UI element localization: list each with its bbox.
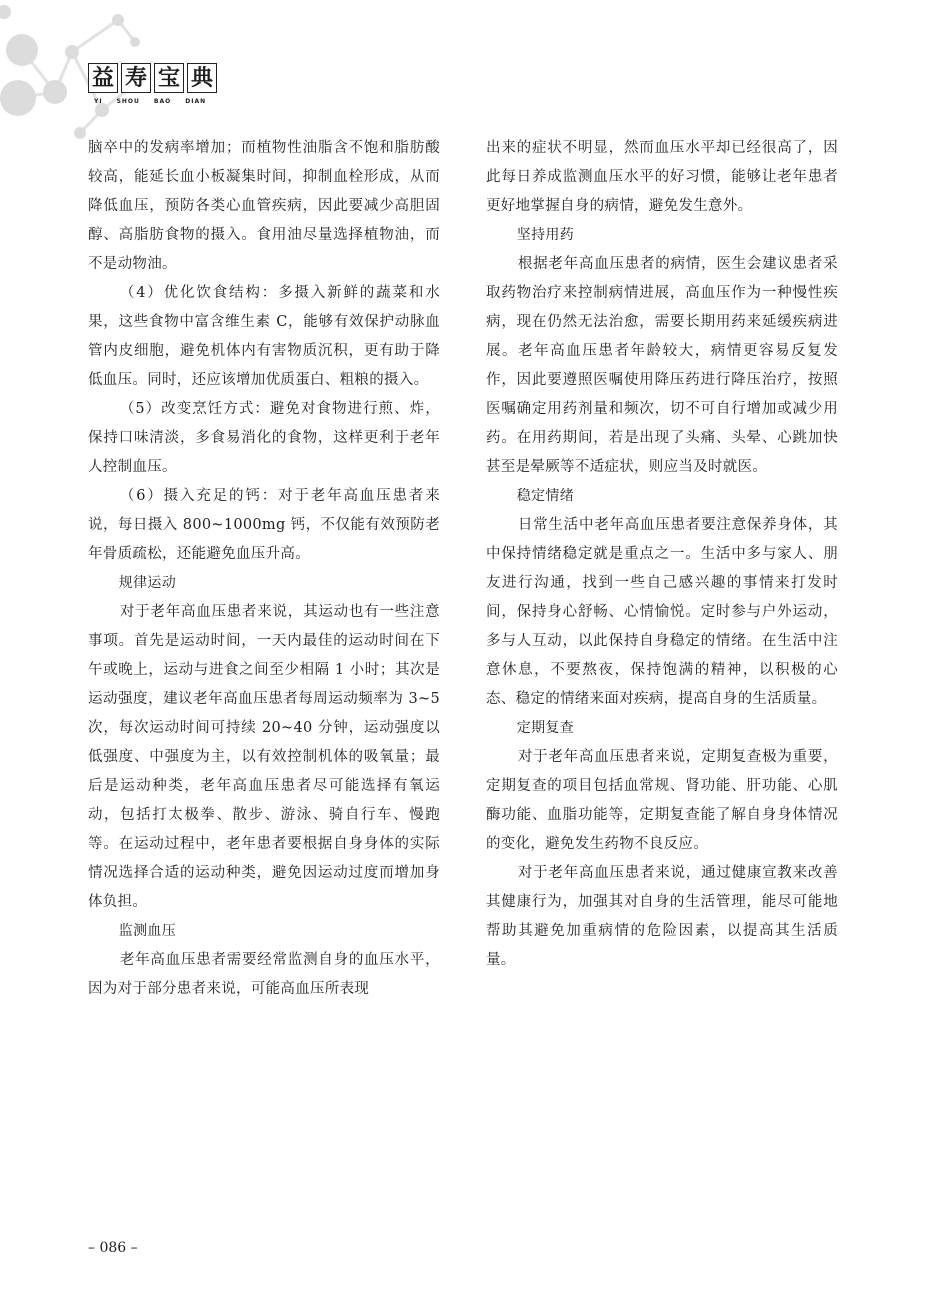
- title-char: 典: [187, 63, 217, 93]
- body-paragraph: 日常生活中老年高血压患者要注意保养身体，其中保持情绪稳定就是重点之一。生活中多与家人、朋友进行沟通，找到一些自己感兴趣的事情来打发时间，保持身心舒畅、心情愉悦。定时参与户外运动，多与人互动，以此保持自身稳定的情绪。在生活中注意休息，不要熬夜，保持饱满的精神，以积极的心态、稳定的情绪来面对疾病，提高自身的生活质量。: [486, 517, 838, 707]
- publication-title: [88, 63, 217, 93]
- section-heading: 稳定情绪: [516, 488, 574, 504]
- body-paragraph: （4）优化饮食结构：多摄入新鲜的蔬菜和水果，这些食物中富含维生素 C，能够有效保护动脉血管内皮细胞，避免机体内有害物质沉积，更有助于降低血压。同时，还应该增加优质蛋白、粗粮的摄入。: [88, 285, 440, 388]
- right-text-column: [486, 134, 838, 975]
- body-paragraph: （5）改变烹饪方式：避免对食物进行煎、炸，保持口味清淡，多食易消化的食物，这样更利于老年人控制血压。: [88, 401, 440, 475]
- body-paragraph: 对于老年高血压患者来说，定期复查极为重要，定期复查的项目包括血常规、肾功能、肝功能、心肌酶功能、血脂功能等，定期复查能了解自身身体情况的变化，避免发生药物不良反应。: [486, 749, 838, 852]
- pinyin-syllable: DIAN: [185, 98, 207, 105]
- pinyin-syllable: BAO: [153, 98, 172, 105]
- publication-logo: [88, 63, 217, 105]
- section-heading: 定期复查: [516, 720, 574, 736]
- section-heading: 坚持用药: [516, 227, 574, 243]
- pinyin-syllable: YI: [94, 98, 103, 105]
- title-char: 益: [88, 63, 118, 93]
- body-paragraph: （6）摄入充足的钙：对于老年高血压患者来说，每日摄入 800~1000mg 钙，不仅能有效预防老年骨质疏松，还能避免血压升高。: [88, 488, 440, 562]
- page-number: – 086 –: [88, 1240, 138, 1256]
- title-char: 宝: [154, 63, 184, 93]
- body-paragraph: 出来的症状不明显，然而血压水平却已经很高了，因此每日养成监测血压水平的好习惯，能够让老年患者更好地掌握自身的病情，避免发生意外。: [486, 140, 838, 214]
- body-paragraph: 脑卒中的发病率增加；而植物性油脂含不饱和脂肪酸较高，能延长血小板凝集时间，抑制血栓形成，从而降低血压，预防各类心血管疾病，因此要减少高胆固醇、高脂肪食物的摄入。食用油尽量选择植物油，而不是动物油。: [88, 140, 440, 272]
- body-paragraph: 老年高血压患者需要经常监测自身的血压水平，因为对于部分患者来说，可能高血压所表现: [88, 952, 440, 997]
- publication-pinyin: [94, 98, 217, 105]
- body-paragraph: 根据老年高血压患者的病情，医生会建议患者采取药物治疗来控制病情进展，高血压作为一种慢性疾病，现在仍然无法治愈，需要长期用药来延缓疾病进展。老年高血压患者年龄较大，病情更容易反复发作，因此要遵照医嘱使用降压药进行降压治疗，按照医嘱确定用药剂量和频次，切不可自行增加或减少用药。在用药期间，若是出现了头痛、头晕、心跳加快甚至是晕厥等不适症状，则应当及时就医。: [486, 256, 838, 475]
- left-text-column: [88, 134, 440, 1004]
- body-paragraph: 对于老年高血压患者来说，通过健康宣教来改善其健康行为，加强其对自身的生活管理，能尽可能地帮助其避免加重病情的危险因素，以提高其生活质量。: [486, 865, 838, 968]
- pinyin-syllable: SHOU: [116, 98, 140, 105]
- title-char: 寿: [121, 63, 151, 93]
- section-heading: 监测血压: [118, 923, 176, 939]
- body-paragraph: 对于老年高血压患者来说，其运动也有一些注意事项。首先是运动时间，一天内最佳的运动时间在下午或晚上，运动与进食之间至少相隔 1 小时；其次是运动强度，建议老年高血压患者每周运动频率为 3~5 次，每次运动时间可持续 20~40 分钟，运动强度以低强度、中强度为主，以有效控制机体的吸氧量；最后是运动种类，老年高血压患者尽可能选择有氧运动，包括打太极拳、散步、游泳、骑自行车、慢跑等。在运动过程中，老年患者要根据自身身体的实际情况选择合适的运动种类，避免因运动过度而增加身体负担。: [88, 604, 440, 910]
- section-heading: 规律运动: [118, 575, 176, 591]
